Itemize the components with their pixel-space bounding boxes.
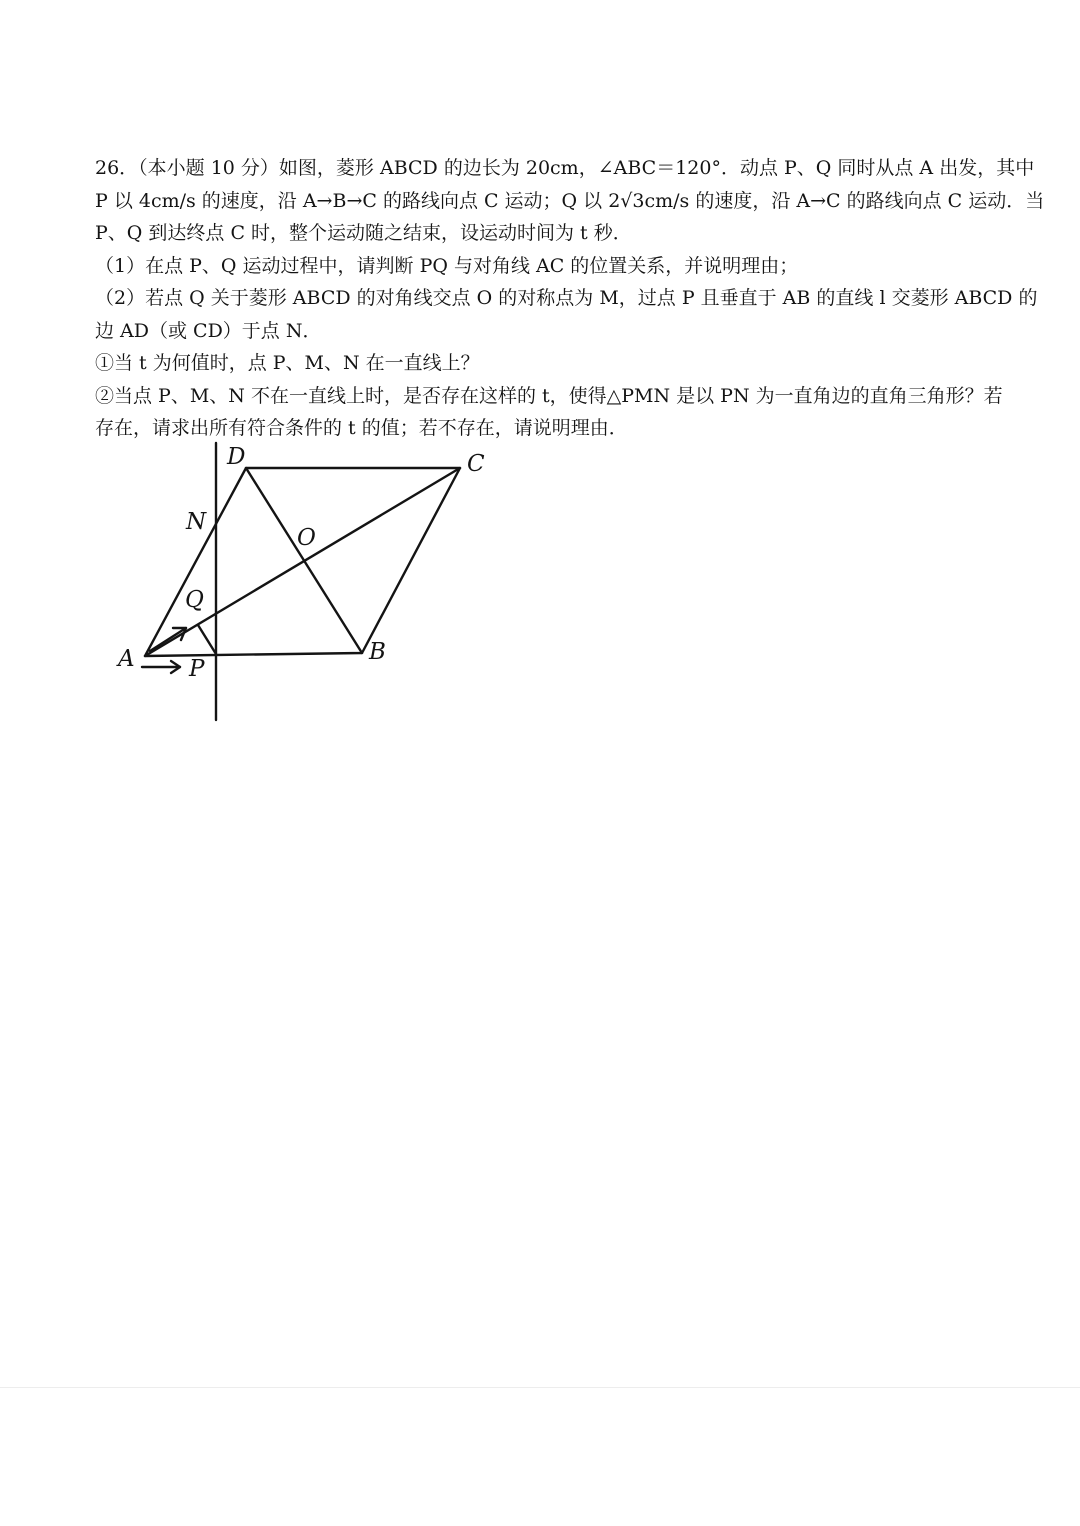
label-c: C <box>467 451 485 477</box>
question-2-line-1: （2）若点 Q 关于菱形 ABCD 的对角线交点 O 的对称点为 M，过点 P 且垂直于 AB 的直线 l 交菱形 ABCD 的 <box>95 287 1038 309</box>
label-p: P <box>189 656 205 682</box>
problem-line-3: P、Q 到达终点 C 时，整个运动随之结束，设运动时间为 t 秒． <box>95 222 632 244</box>
question-1: （1）在点 P、Q 运动过程中，请判断 PQ 与对角线 AC 的位置关系，并说明理由； <box>95 254 799 277</box>
diagonal-ac <box>145 468 460 656</box>
label-b: B <box>369 639 386 665</box>
question-2-part-2-line-1: ②当点 P、M、N 不在一直线上时，是否存在这样的 t，使得△PMN 是以 PN 为一直角边的直角三角形？若 <box>95 384 1003 407</box>
label-o: O <box>297 525 316 551</box>
segment-pq <box>198 625 216 654</box>
page-divider <box>0 1387 1080 1388</box>
problem-line-2: P 以 4cm/s 的速度，沿 A→B→C 的路线向点 C 运动；Q 以 2√3cm/s 的速度，沿 A→C 的路线向点 C 运动．当 <box>95 189 1045 212</box>
label-n: N <box>186 509 207 535</box>
label-a: A <box>118 646 135 672</box>
question-2-part-2-line-2: 存在，请求出所有符合条件的 t 的值；若不存在，请说明理由． <box>95 417 628 439</box>
question-2-part-1: ①当 t 为何值时，点 P、M、N 在一直线上？ <box>95 352 480 374</box>
label-d: D <box>227 444 246 470</box>
problem-line-1: 26．（本小题 10 分）如图，菱形 ABCD 的边长为 20cm，∠ABC＝120°．动点 P、Q 同时从点 A 出发，其中 <box>95 157 1035 179</box>
problem-text <box>95 152 1045 445</box>
diagonal-bd <box>246 468 362 653</box>
question-2-line-2: 边 AD（或 CD）于点 N． <box>95 319 322 342</box>
label-q: Q <box>185 587 204 613</box>
rhombus-figure <box>110 440 510 730</box>
